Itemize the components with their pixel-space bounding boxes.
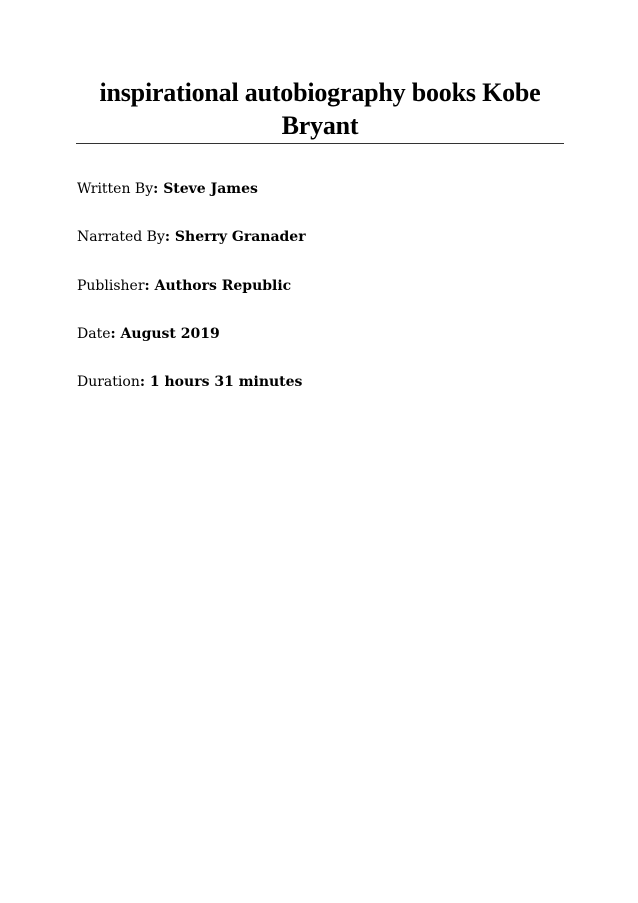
meta-value: Steve James	[163, 181, 258, 197]
meta-label: Written By	[77, 181, 154, 197]
meta-value: 1 hours 31 minutes	[149, 374, 303, 390]
meta-value: Sherry Granader	[174, 229, 306, 245]
meta-value: August 2019	[120, 326, 220, 342]
page-title: inspirational autobiography books Kobe Bryant	[99, 78, 541, 140]
meta-written-by	[77, 180, 258, 198]
meta-separator: :	[144, 278, 155, 294]
meta-label: Narrated By	[77, 229, 165, 245]
meta-label: Duration	[77, 374, 140, 390]
meta-separator: :	[153, 181, 164, 197]
meta-value: Authors Republic	[154, 278, 292, 294]
meta-separator: :	[110, 326, 121, 342]
meta-label: Date	[77, 326, 111, 342]
meta-label: Publisher	[77, 278, 145, 294]
meta-separator: :	[164, 229, 175, 245]
meta-duration	[77, 373, 302, 391]
meta-separator: :	[139, 374, 150, 390]
meta-narrated-by	[77, 228, 306, 246]
title-underline	[76, 143, 564, 144]
meta-date	[77, 325, 220, 343]
meta-publisher	[77, 277, 291, 295]
